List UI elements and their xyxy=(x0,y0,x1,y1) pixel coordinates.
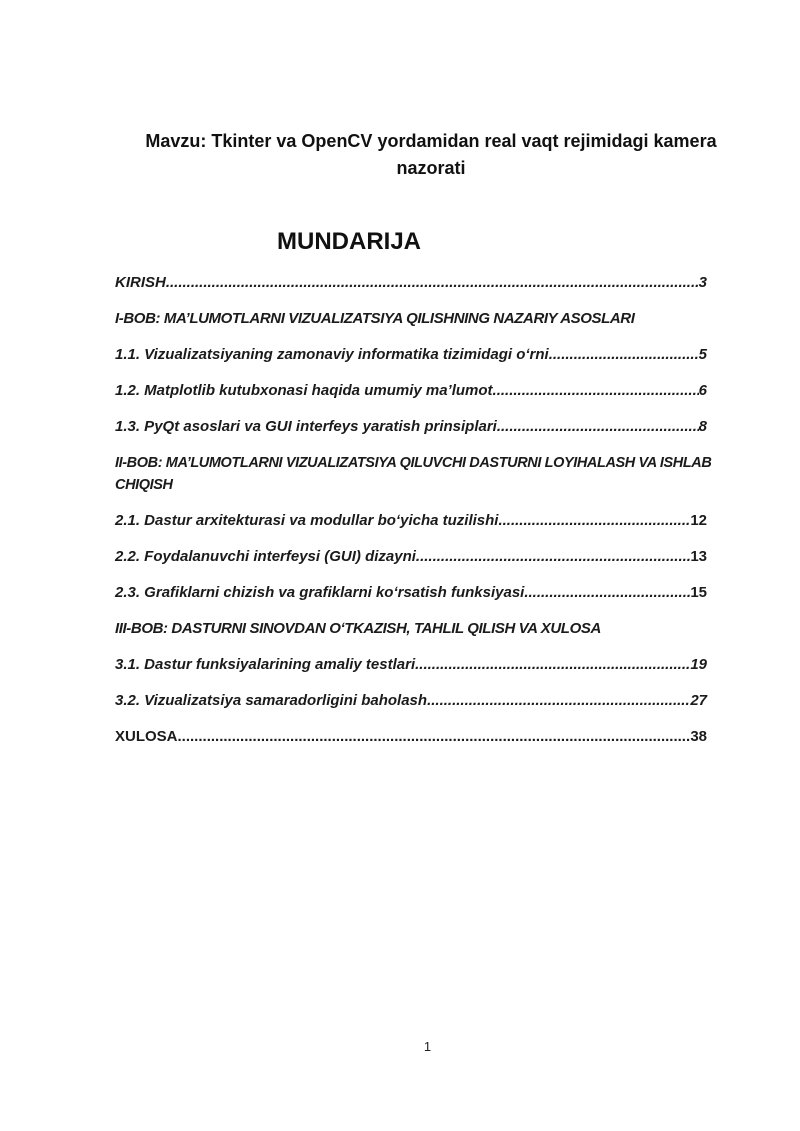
toc-entry-2-1 xyxy=(115,510,747,532)
toc-dot-leader xyxy=(497,416,699,438)
toc-page-number: 13 xyxy=(690,548,707,565)
document-title: Mavzu: Tkinter va OpenCV yordamidan real vaqt rejimidagi kamera nazorati xyxy=(145,131,717,178)
toc-dot-leader xyxy=(166,272,699,294)
toc-dot-leader xyxy=(549,344,699,366)
toc-dot-leader xyxy=(178,726,691,748)
toc-dot-leader xyxy=(427,690,690,712)
toc-entry-label: 2.3. Grafiklarni chizish va grafiklarni koʻrsatish funksiyasi xyxy=(115,584,525,601)
toc-dot-leader xyxy=(524,582,690,604)
toc-page-number: 38 xyxy=(690,728,707,745)
toc-entry-label: 2.2. Foydalanuvchi interfeysi (GUI) dizayni xyxy=(115,548,416,565)
toc-page-number: 5 xyxy=(698,346,707,363)
footer-page-number: 1 xyxy=(423,1039,432,1054)
toc-entry-3-2 xyxy=(115,690,747,712)
toc-dot-leader xyxy=(416,546,690,568)
toc-entry-label: 1.1. Vizualizatsiyaning zamonaviy informatika tizimidagi oʻrni xyxy=(115,346,549,363)
toc-entry-label: 2.1. Dastur arxitekturasi va modullar boʻyicha tuzilishi xyxy=(115,512,499,529)
toc-page-number: 3 xyxy=(698,274,707,291)
document-content xyxy=(115,128,747,748)
toc-entry-2-2 xyxy=(115,546,747,568)
toc-entry-kirish xyxy=(115,272,747,294)
toc-page-number: 8 xyxy=(698,418,707,435)
toc-page-number: 27 xyxy=(690,692,707,709)
toc-entry-label: 1.3. PyQt asoslari va GUI interfeys yaratish prinsiplari xyxy=(115,418,497,435)
toc-entry-1-3 xyxy=(115,416,747,438)
toc-entry-1-1 xyxy=(115,344,747,366)
toc-dot-leader xyxy=(415,654,690,676)
toc-dot-leader xyxy=(498,510,690,532)
toc-entry-label: 3.1. Dastur funksiyalarining amaliy testlari xyxy=(115,656,416,673)
toc-entry-1-2 xyxy=(115,380,747,402)
toc-page-number: 19 xyxy=(690,656,707,673)
toc-entry-chapter-1 xyxy=(115,308,747,330)
toc-entry-label: 1.2. Matplotlib kutubxonasi haqida umumiy ma’lumot xyxy=(115,382,493,399)
toc-page-number: 6 xyxy=(698,382,707,399)
toc-entry-chapter-2 xyxy=(115,452,747,496)
toc-entry-label: KIRISH xyxy=(115,274,166,291)
toc-entry-2-3 xyxy=(115,582,747,604)
toc-entry-label: III-BOB: DASTURNI SINOVDAN OʻTKAZISH, TAHLIL QILISH VA XULOSA xyxy=(115,620,601,637)
toc-entry-label: 3.2. Vizualizatsiya samaradorligini baholash xyxy=(115,692,428,709)
toc-entry-chapter-3 xyxy=(115,618,747,640)
toc-page-number: 15 xyxy=(690,584,707,601)
toc-entry-label: I-BOB: MA’LUMOTLARNI VIZUALIZATSIYA QILISHNING NAZARIY ASOSLARI xyxy=(115,310,635,327)
toc-entry-xulosa xyxy=(115,726,747,748)
toc-entry-label: XULOSA xyxy=(115,728,178,745)
toc-heading: MUNDARIJA xyxy=(277,228,421,255)
toc-list xyxy=(115,272,747,748)
toc-dot-leader xyxy=(493,380,699,402)
toc-entry-3-1 xyxy=(115,654,747,676)
toc-page-number: 12 xyxy=(690,512,707,529)
toc-entry-label: II-BOB: MA’LUMOTLARNI VIZUALIZATSIYA QILUVCHI DASTURNI LOYIHALASH VA ISHLAB CHIQISH xyxy=(115,455,712,493)
